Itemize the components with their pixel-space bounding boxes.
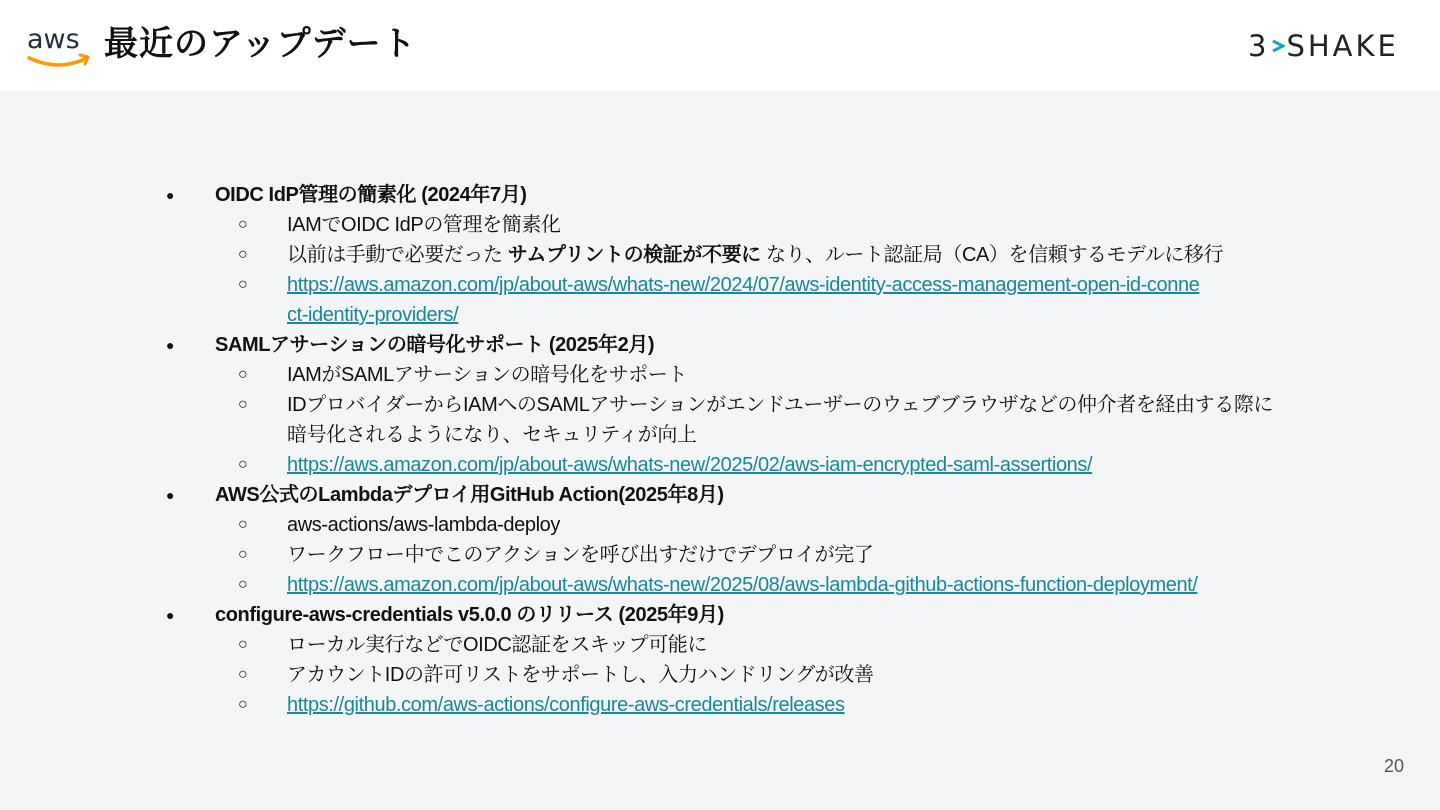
list-item [0,180,1440,210]
list-item [0,480,1440,510]
bullet-icon: ● [166,187,175,203]
circle-bullet-icon: ○ [238,666,248,683]
brand-suffix: SHAKE [1286,29,1399,63]
bullet-icon: ● [166,337,175,353]
circle-bullet-icon: ○ [238,696,248,713]
sub-item-text: aws-actions/aws-lambda-deploy [287,514,560,536]
sub-item [0,210,1440,240]
sub-item-text: IDプロバイダーからIAMへのSAMLアサーションがエンドユーザーのウェブブラウザなどの仲介者を経由する際に [287,394,1274,416]
item-heading: AWS公式のLambdaデプロイ用GitHub Action(2025年8月) [215,484,724,506]
sub-item-text [287,240,1223,270]
sub-item [0,270,1440,300]
link-continuation[interactable]: ct-identity-providers/ [287,304,459,326]
aws-logo [25,24,93,70]
sub-item [0,240,1440,270]
sub-item [0,450,1440,480]
text-post: なり、ルート認証局（CA）を信頼するモデルに移行 [765,244,1224,266]
bullet-icon: ● [166,487,175,503]
sub-item [0,390,1440,420]
text-bold: サムプリントの検証が不要に [507,244,761,266]
list-item [0,600,1440,630]
sub-item [0,630,1440,660]
circle-bullet-icon: ○ [238,246,248,263]
bullet-icon: ● [166,607,175,623]
sub-item-continuation [0,300,1440,330]
circle-bullet-icon: ○ [238,576,248,593]
sub-item-text-continuation: 暗号化されるようになり、セキュリティが向上 [287,424,697,446]
list-item [0,330,1440,360]
circle-bullet-icon: ○ [238,546,248,563]
circle-bullet-icon: ○ [238,216,248,233]
sub-item [0,540,1440,570]
sub-item-text: IAMがSAMLアサーションの暗号化をサポート [287,364,688,386]
slide-header [0,0,1440,91]
brand-arrow-icon [1271,39,1285,53]
sub-item-text: ローカル実行などでOIDC認証をスキップ可能に [287,634,707,656]
circle-bullet-icon: ○ [238,516,248,533]
sub-item [0,660,1440,690]
circle-bullet-icon: ○ [238,276,248,293]
circle-bullet-icon: ○ [238,636,248,653]
sub-item [0,360,1440,390]
sub-item-text: アカウントIDの許可リストをサポートし、入力ハンドリングが改善 [287,664,874,686]
aws-logo-text: aws [27,24,80,55]
sub-item-continuation [0,420,1440,450]
link[interactable]: https://aws.amazon.com/jp/about-aws/whats-new/2024/07/aws-identity-access-management-open-id-conne [287,274,1200,296]
page-number: 20 [1384,756,1405,776]
page-title: 最近のアップデート [104,24,417,64]
brand-prefix: 3 [1248,29,1270,63]
item-heading: configure-aws-credentials v5.0.0 のリリース (2025年9月) [215,604,724,626]
circle-bullet-icon: ○ [238,456,248,473]
sub-item-text: ワークフロー中でこのアクションを呼び出すだけでデプロイが完了 [287,544,874,566]
text-pre: 以前は手動で必要だった [287,244,503,266]
circle-bullet-icon: ○ [238,366,248,383]
link[interactable]: https://aws.amazon.com/jp/about-aws/whats-new/2025/02/aws-iam-encrypted-saml-assertions/ [287,454,1093,476]
circle-bullet-icon: ○ [238,396,248,413]
sub-item [0,690,1440,720]
link[interactable]: https://github.com/aws-actions/configure-aws-credentials/releases [287,694,845,716]
item-heading: OIDC IdP管理の簡素化 (2024年7月) [215,184,527,206]
link[interactable]: https://aws.amazon.com/jp/about-aws/whats-new/2025/08/aws-lambda-github-actions-function-deployment/ [287,574,1198,596]
sub-item [0,510,1440,540]
item-heading: SAMLアサーションの暗号化サポート (2025年2月) [215,334,655,356]
sub-item [0,570,1440,600]
sub-item-text: IAMでOIDC IdPの管理を簡素化 [287,214,561,236]
3shake-logo [1248,30,1399,62]
